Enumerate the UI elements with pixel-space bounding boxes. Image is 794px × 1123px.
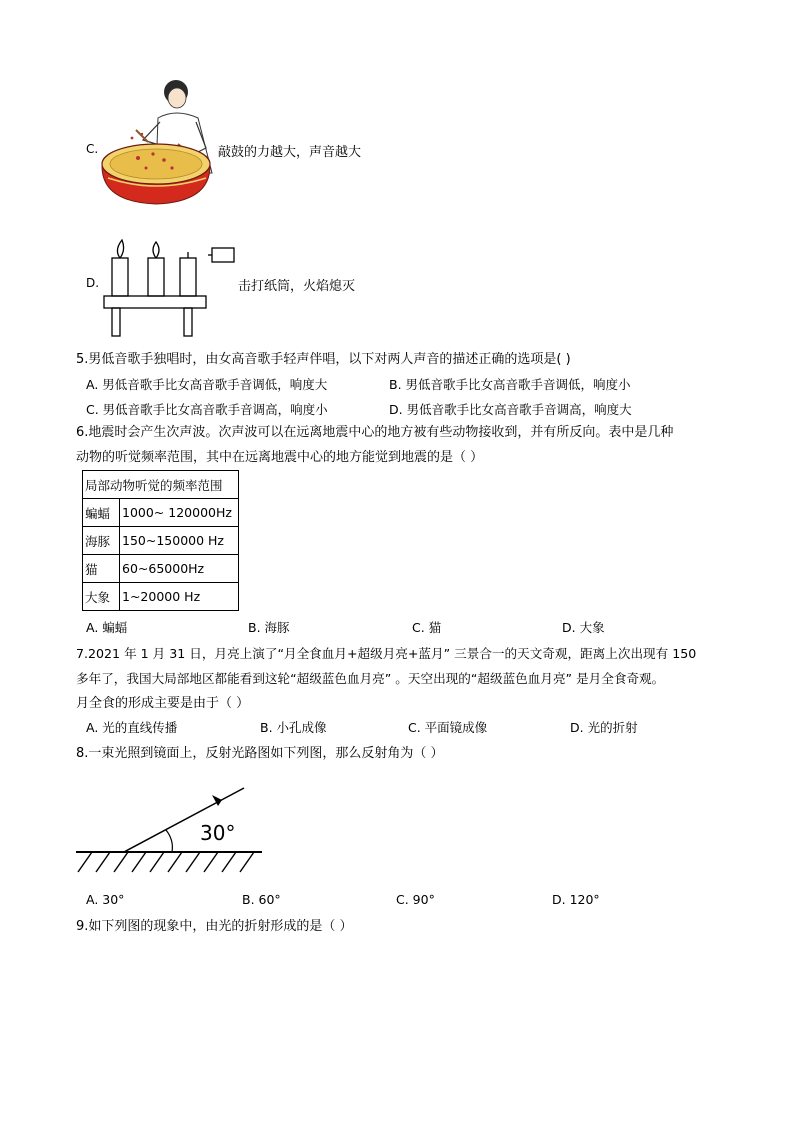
drum-illustration — [98, 78, 218, 208]
q5-options-row-1 — [86, 375, 726, 397]
q8-option-b[interactable]: B. 60° — [242, 892, 281, 907]
q5-option-c[interactable]: C. 男低音歌手比女高音歌手音调高，响度小 — [86, 402, 328, 417]
option-c-text: 敲鼓的力越大，声音越大 — [218, 145, 362, 160]
q6-option-d[interactable]: D. 大象 — [562, 620, 605, 635]
table-row — [83, 527, 239, 555]
q5-stem: 5.男低音歌手独唱时，由女高音歌手轻声伴唱，以下对两人声音的描述正确的选项是( ) — [76, 352, 571, 367]
q6-stem-line-2: 动物的听觉频率范围，其中在远离地震中心的地方能觉到地震的是（ ） — [76, 450, 484, 465]
range-cell: 60~65000Hz — [120, 555, 239, 583]
q6-stem-line-1: 6.地震时会产生次声波。次声波可以在远离地震中心的地方被有些动物接收到，并有所反向。表中是几种 — [76, 425, 674, 440]
q9-stem: 9.如下列图的现象中，由光的折射形成的是（ ） — [76, 919, 353, 934]
range-cell: 150~150000 Hz — [120, 527, 239, 555]
q5-options-row-2 — [86, 400, 726, 422]
q8-option-d[interactable]: D. 120° — [552, 892, 600, 907]
q7-stem-line-3: 月全食的形成主要是由于（ ） — [76, 696, 250, 711]
q7-option-c[interactable]: C. 平面镜成像 — [408, 720, 488, 735]
q5-option-d[interactable]: D. 男低音歌手比女高音歌手音调高，响度大 — [389, 402, 632, 417]
q6-options-row — [86, 618, 726, 640]
table-header: 局部动物听觉的频率范围 — [83, 471, 239, 499]
animal-cell: 蝙蝠 — [83, 499, 120, 527]
option-d-text: 击打纸筒，火焰熄灭 — [238, 279, 356, 294]
q7-option-a[interactable]: A. 光的直线传播 — [86, 720, 178, 735]
q6-option-c[interactable]: C. 猫 — [412, 620, 442, 635]
table-header-row — [83, 471, 239, 499]
animal-cell: 海豚 — [83, 527, 120, 555]
q6-option-a[interactable]: A. 蝙蝠 — [86, 620, 128, 635]
q5-option-a[interactable]: A. 男低音歌手比女高音歌手音调低，响度大 — [86, 377, 328, 392]
q8-option-a[interactable]: A. 30° — [86, 892, 125, 907]
option-c-label: C. — [86, 142, 99, 156]
range-cell: 1000~ 120000Hz — [120, 499, 239, 527]
q6-option-b[interactable]: B. 海豚 — [248, 620, 290, 635]
reflection-diagram — [74, 780, 268, 882]
q7-options-row — [86, 718, 726, 740]
q8-stem: 8.一束光照到镜面上，反射光路图如下列图，那么反射角为（ ） — [76, 746, 444, 761]
range-cell: 1~20000 Hz — [120, 583, 239, 611]
q5-option-b[interactable]: B. 男低音歌手比女高音歌手音调低，响度小 — [389, 377, 631, 392]
q8-option-c[interactable]: C. 90° — [396, 892, 435, 907]
angle-label: 30° — [200, 821, 236, 845]
table-row — [83, 499, 239, 527]
frequency-table — [82, 470, 239, 611]
candles-illustration — [102, 236, 236, 340]
q7-stem-line-2: 多年了，我国大局部地区都能看到这轮“超级蓝色血月亮” 。天空出现的“超级蓝色血月亮” 是月全食奇观。 — [76, 671, 665, 686]
q7-option-d[interactable]: D. 光的折射 — [570, 720, 638, 735]
q7-stem-line-1: 7.2021 年 1 月 31 日，月亮上演了“月全食血月+超级月亮+蓝月” 三景合一的天文奇观，距离上次出现有 150 — [76, 646, 697, 661]
q8-options-row — [86, 892, 726, 914]
option-d-label: D. — [86, 276, 100, 290]
table-row — [83, 583, 239, 611]
q7-option-b[interactable]: B. 小孔成像 — [260, 720, 327, 735]
table-row — [83, 555, 239, 583]
animal-cell: 猫 — [83, 555, 120, 583]
animal-cell: 大象 — [83, 583, 120, 611]
